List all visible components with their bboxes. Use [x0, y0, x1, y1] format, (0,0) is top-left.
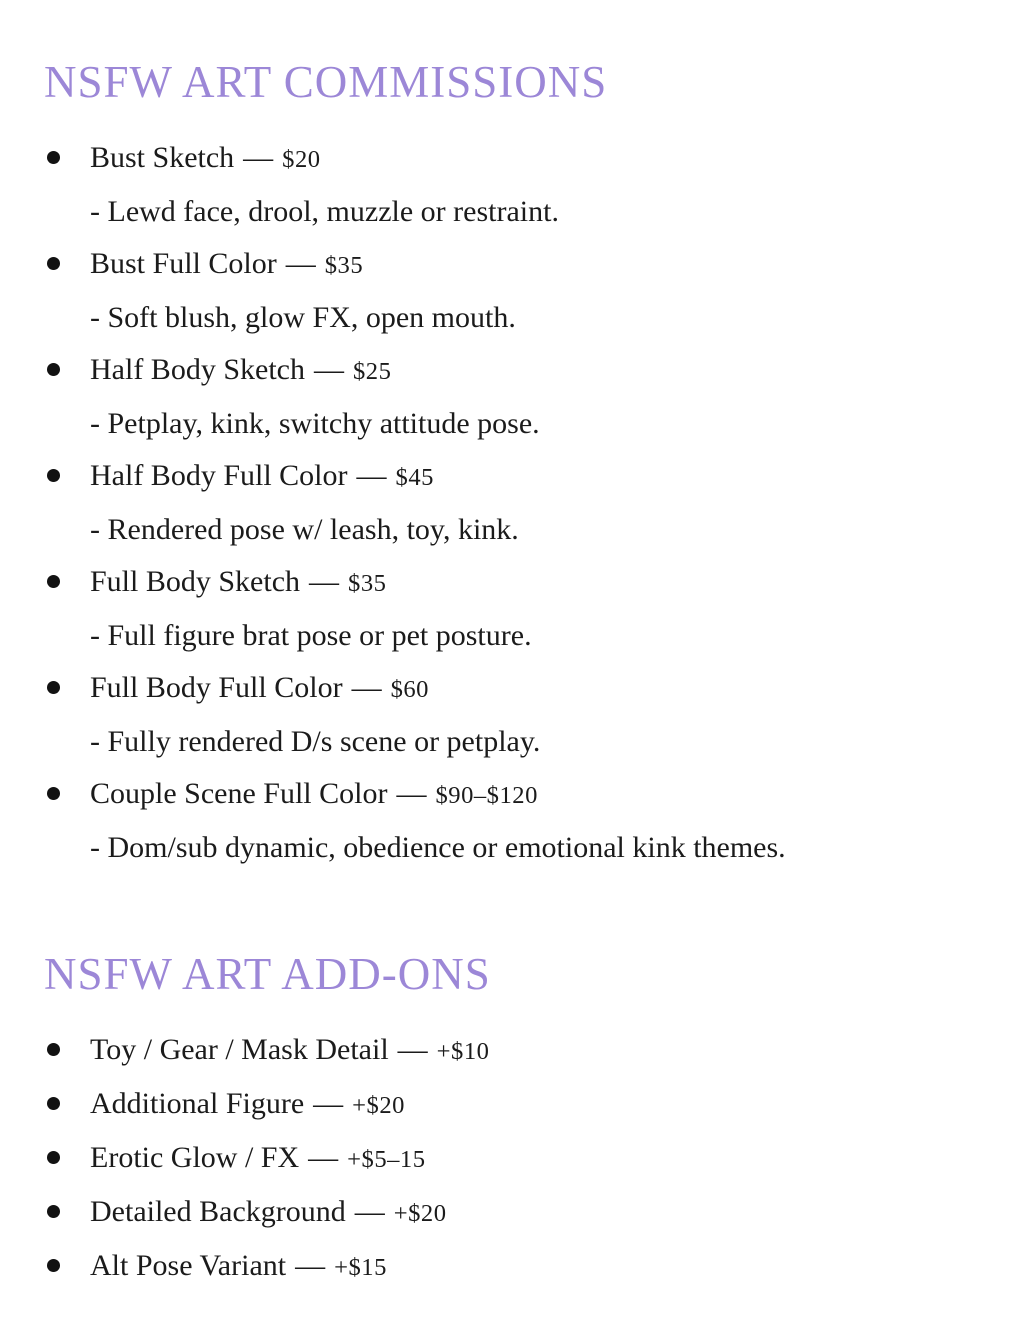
list-item: [44, 556, 980, 662]
item-title-line: [90, 768, 980, 822]
list-item: [44, 662, 980, 768]
item-description: - Fully rendered D/s scene or petplay.: [90, 725, 541, 758]
item-separator: —: [313, 1087, 344, 1120]
item-title-line: [90, 450, 980, 504]
item-separator: —: [313, 353, 344, 386]
item-price: $25: [352, 358, 392, 385]
bullet-dot-icon: [47, 1259, 60, 1272]
section-title-commissions: NSFW ART COMMISSIONS: [44, 57, 608, 107]
item-description: - Lewd face, drool, muzzle or restraint.: [90, 195, 559, 228]
item-title-line: [90, 556, 980, 610]
item-title-line: [90, 344, 980, 398]
item-price: $35: [348, 570, 387, 597]
item-name: Half Body Full Color: [90, 459, 348, 492]
item-name: Toy / Gear / Mask Detail: [90, 1033, 389, 1066]
bullet-dot-icon: [47, 257, 60, 270]
item-name: Half Body Sketch: [90, 353, 305, 386]
list-item: [44, 132, 980, 238]
item-price: +$20: [352, 1092, 405, 1119]
bullet-dot-icon: [47, 1043, 60, 1056]
bullet-dot-icon: [47, 1097, 60, 1110]
item-separator: —: [396, 777, 427, 810]
section-commissions: [44, 54, 980, 874]
item-title-line: [90, 1024, 980, 1078]
bullet-dot-icon: [47, 575, 60, 588]
item-price: $90–$120: [435, 782, 538, 809]
item-price: $20: [282, 146, 321, 173]
item-price: +$20: [393, 1200, 447, 1227]
item-price: +$5–15: [347, 1146, 426, 1173]
item-title-line: [90, 238, 980, 292]
item-title-line: [90, 1186, 980, 1240]
item-separator: —: [351, 671, 382, 704]
list-item: [44, 238, 980, 344]
section-title-addons: NSFW ART ADD-ONS: [44, 949, 491, 999]
item-name: Bust Sketch: [90, 141, 235, 174]
item-name: Additional Figure: [90, 1087, 305, 1120]
item-name: Full Body Sketch: [90, 565, 301, 598]
item-title-line: [90, 1240, 980, 1294]
item-separator: —: [285, 247, 316, 280]
item-description: - Petplay, kink, switchy attitude pose.: [90, 407, 540, 440]
item-separator: —: [309, 565, 340, 598]
item-price: $45: [395, 464, 434, 491]
section-addons: [44, 946, 980, 1294]
bullet-dot-icon: [47, 787, 60, 800]
item-separator: —: [308, 1141, 339, 1174]
item-description: - Soft blush, glow FX, open mouth.: [90, 301, 516, 334]
list-item: [44, 1024, 980, 1078]
item-title-line: [90, 1132, 980, 1186]
bullet-dot-icon: [47, 363, 60, 376]
item-name: Erotic Glow / FX: [90, 1141, 300, 1174]
item-price: $35: [324, 252, 364, 279]
bullet-dot-icon: [47, 1205, 60, 1218]
list-item: [44, 1186, 980, 1240]
item-name: Couple Scene Full Color: [90, 777, 388, 810]
item-separator: —: [354, 1195, 385, 1228]
list-item: [44, 768, 980, 874]
item-price: +$15: [334, 1254, 387, 1281]
item-name: Full Body Full Color: [90, 671, 343, 704]
list-item: [44, 1132, 980, 1186]
item-description: - Full figure brat pose or pet posture.: [90, 619, 532, 652]
item-separator: —: [243, 141, 274, 174]
item-description: - Rendered pose w/ leash, toy, kink.: [90, 513, 519, 546]
item-name: Alt Pose Variant: [90, 1249, 287, 1282]
item-title-line: [90, 1078, 980, 1132]
bullet-dot-icon: [47, 151, 60, 164]
item-price: $60: [390, 676, 429, 703]
bullet-dot-icon: [47, 1151, 60, 1164]
item-title-line: [90, 132, 980, 186]
item-price: +$10: [436, 1038, 490, 1065]
item-separator: —: [295, 1249, 326, 1282]
bullet-dot-icon: [47, 681, 60, 694]
item-separator: —: [356, 459, 387, 492]
item-name: Bust Full Color: [90, 247, 277, 280]
list-item: [44, 450, 980, 556]
item-title-line: [90, 662, 980, 716]
list-item: [44, 344, 980, 450]
item-name: Detailed Background: [90, 1195, 346, 1228]
list-item: [44, 1240, 980, 1294]
item-description: - Dom/sub dynamic, obedience or emotional kink themes.: [90, 831, 786, 864]
commission-list: [44, 132, 980, 874]
item-separator: —: [397, 1033, 428, 1066]
list-item: [44, 1078, 980, 1132]
bullet-dot-icon: [47, 469, 60, 482]
addon-list: [44, 1024, 980, 1294]
